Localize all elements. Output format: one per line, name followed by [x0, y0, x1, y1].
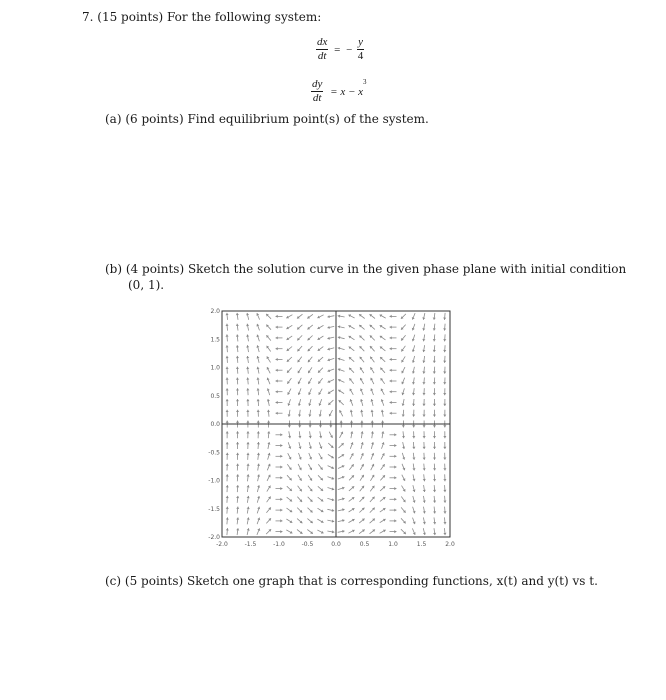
- field-arrowhead: [433, 425, 436, 427]
- field-arrowhead: [327, 337, 330, 340]
- field-arrowhead: [226, 528, 229, 530]
- field-arrowhead: [298, 436, 301, 438]
- field-arrowhead: [236, 410, 239, 412]
- field-arrowhead: [327, 326, 330, 329]
- field-arrowhead: [309, 436, 312, 438]
- field-arrowhead: [236, 517, 239, 519]
- field-arrowhead: [332, 520, 334, 523]
- field-arrowhead: [246, 345, 249, 347]
- field-arrowhead: [257, 388, 260, 390]
- field-arrowhead: [276, 347, 278, 350]
- field-arrowhead: [257, 378, 260, 380]
- field-arrowhead: [226, 334, 229, 336]
- field-arrowhead: [423, 500, 426, 502]
- x-tick-label: 1.0: [388, 541, 398, 548]
- field-arrowhead: [288, 414, 291, 417]
- exponent: 3: [363, 78, 367, 87]
- field-arrowhead: [443, 501, 446, 503]
- field-arrowhead: [267, 421, 270, 423]
- field-arrowhead: [394, 498, 396, 501]
- field-arrowhead: [338, 336, 341, 339]
- x-tick-label: -1.5: [244, 541, 257, 548]
- y-tick-labels: [208, 308, 220, 541]
- field-arrowhead: [280, 466, 282, 469]
- field-arrowhead: [390, 412, 392, 415]
- field-arrowhead: [423, 415, 426, 417]
- field-arrowhead: [433, 533, 436, 535]
- field-arrowhead: [309, 425, 312, 427]
- phase-plane-plot: [205, 307, 455, 552]
- field-arrowhead: [226, 388, 229, 390]
- field-arrowhead: [276, 401, 278, 404]
- problem-heading: [82, 10, 321, 24]
- field-arrowhead: [433, 318, 436, 320]
- field-arrowhead: [433, 404, 436, 406]
- field-arrowhead: [288, 425, 291, 427]
- part-b: [105, 262, 626, 276]
- field-arrowhead: [412, 404, 415, 406]
- part-c: [105, 574, 598, 588]
- field-arrowhead: [276, 336, 278, 339]
- dx-dt-fraction: $\frac{dx}{dt}$: [317, 36, 328, 62]
- field-arrowhead: [443, 479, 446, 481]
- field-arrowhead: [226, 517, 229, 519]
- field-arrowhead: [236, 421, 239, 423]
- field-arrowhead: [342, 508, 345, 511]
- part-c-text: (5 points) Sketch one graph that is corresponding functions, x(t) and y(t) vs t.: [124, 574, 598, 588]
- field-arrowhead: [226, 507, 229, 509]
- y-tick-label: 2.0: [210, 308, 220, 315]
- field-arrowhead: [246, 410, 249, 412]
- field-arrowhead: [433, 393, 436, 395]
- field-arrowhead: [329, 425, 332, 427]
- part-a: [105, 112, 429, 126]
- field-arrowhead: [422, 361, 425, 363]
- x-tick-label: 1.5: [416, 541, 427, 548]
- field-arrowhead: [236, 464, 239, 466]
- field-arrowhead: [443, 511, 446, 513]
- part-a-label: (a): [105, 112, 122, 126]
- field-arrowhead: [332, 509, 335, 512]
- field-arrowhead: [246, 421, 249, 423]
- field-arrowhead: [422, 317, 425, 320]
- field-arrowhead: [280, 487, 282, 490]
- field-arrowhead: [381, 431, 384, 434]
- y-over-4-fraction: $\frac{y}{4}$: [357, 36, 364, 62]
- field-arrowhead: [394, 455, 396, 458]
- field-arrowhead: [390, 401, 392, 404]
- field-arrowhead: [226, 442, 229, 444]
- field-arrowhead: [226, 345, 229, 347]
- field-arrowhead: [433, 328, 436, 330]
- field-arrowhead: [226, 421, 229, 423]
- field-arrowhead: [371, 421, 374, 423]
- field-arrowhead: [433, 511, 436, 513]
- field-arrowhead: [226, 453, 229, 455]
- field-arrowhead: [257, 356, 260, 359]
- field-arrowhead: [257, 453, 260, 455]
- field-arrowhead: [390, 336, 392, 339]
- field-arrowhead: [423, 533, 426, 535]
- x-tick-label: -0.5: [301, 541, 314, 548]
- field-arrowhead: [226, 431, 229, 433]
- field-arrowhead: [298, 425, 301, 427]
- field-arrowhead: [226, 485, 229, 487]
- field-arrowhead: [246, 378, 249, 380]
- field-arrowhead: [236, 485, 239, 487]
- field-arrowhead: [433, 415, 436, 417]
- field-arrowhead: [443, 447, 446, 449]
- field-arrowhead: [236, 442, 239, 444]
- field-arrowhead: [412, 415, 415, 417]
- field-arrowhead: [276, 315, 278, 318]
- field-arrowhead: [257, 410, 260, 412]
- field-arrowhead: [423, 393, 426, 395]
- field-arrowhead: [280, 509, 282, 512]
- field-arrowhead: [236, 313, 239, 315]
- field-arrowhead: [402, 447, 405, 450]
- x-tick-label: 0.0: [331, 541, 341, 548]
- field-arrowhead: [433, 447, 436, 449]
- x-tick-label: -2.0: [216, 541, 228, 548]
- field-arrowhead: [443, 436, 446, 438]
- field-arrowhead: [394, 509, 396, 512]
- field-arrowhead: [246, 388, 249, 390]
- field-arrowhead: [226, 356, 229, 358]
- field-arrowhead: [236, 431, 239, 433]
- field-arrowhead: [280, 530, 282, 533]
- problem-title: (15 points) For the following system:: [97, 10, 322, 24]
- field-arrowhead: [412, 371, 415, 373]
- y-tick-label: 1.5: [210, 336, 220, 344]
- field-arrowhead: [412, 425, 415, 427]
- field-arrowhead: [226, 313, 229, 315]
- field-arrowhead: [267, 399, 270, 402]
- field-arrowhead: [236, 367, 239, 369]
- field-arrowhead: [276, 369, 278, 372]
- field-arrowhead: [433, 479, 436, 481]
- field-arrowhead: [247, 474, 250, 476]
- field-arrowhead: [443, 350, 446, 352]
- field-arrowhead: [402, 436, 405, 438]
- field-arrowhead: [226, 464, 229, 466]
- field-arrowhead: [360, 410, 363, 412]
- field-arrowhead: [412, 393, 415, 395]
- field-arrowhead: [412, 447, 415, 449]
- field-arrowhead: [342, 519, 345, 522]
- field-arrowhead: [422, 339, 425, 341]
- field-arrowhead: [402, 414, 405, 416]
- field-arrowhead: [298, 414, 301, 416]
- field-arrowhead: [360, 421, 363, 423]
- part-c-label: (c): [105, 574, 122, 588]
- field-arrowhead: [236, 324, 239, 326]
- y-tick-label: -2.0: [208, 534, 220, 541]
- dy-dt-fraction: $\frac{dy}{dt}$: [312, 78, 323, 104]
- field-arrowhead: [413, 490, 416, 493]
- field-arrowhead: [257, 474, 260, 476]
- field-arrowhead: [443, 522, 446, 524]
- field-arrowhead: [236, 334, 239, 336]
- field-arrowhead: [246, 399, 249, 401]
- part-b-text: (4 points) Sketch the solution curve in the given phase plane with initial condition: [125, 262, 627, 276]
- field-arrowhead: [226, 324, 229, 326]
- field-arrowhead: [433, 371, 436, 373]
- field-arrowhead: [226, 410, 229, 412]
- field-arrowhead: [246, 431, 249, 433]
- y-tick-label: -0.5: [208, 449, 220, 457]
- field-arrowhead: [390, 358, 392, 361]
- field-arrowhead: [390, 379, 392, 382]
- field-arrowhead: [443, 361, 446, 363]
- field-arrowhead: [433, 458, 436, 460]
- field-arrowhead: [308, 414, 311, 416]
- dy-dt-rhs: = x − x: [330, 85, 364, 98]
- field-arrowhead: [276, 390, 278, 393]
- field-arrowhead: [340, 421, 343, 423]
- field-arrowhead: [280, 455, 282, 458]
- field-arrowhead: [247, 507, 250, 509]
- field-arrowhead: [394, 530, 396, 533]
- field-arrowhead: [433, 468, 436, 470]
- y-tick-label: 0.5: [210, 392, 220, 400]
- field-arrowhead: [443, 382, 446, 384]
- field-arrowhead: [422, 382, 425, 384]
- field-arrowhead: [423, 479, 426, 481]
- field-arrowhead: [236, 474, 239, 476]
- field-arrowhead: [443, 339, 446, 341]
- field-arrowhead: [246, 367, 249, 369]
- field-arrowhead: [412, 457, 415, 459]
- equation-dy-dt: [311, 78, 367, 105]
- field-arrowhead: [423, 436, 426, 438]
- x-tick-labels: [216, 541, 455, 548]
- field-arrowhead: [433, 361, 436, 363]
- y-tick-label: 0.0: [210, 421, 220, 428]
- field-arrowhead: [390, 347, 392, 350]
- field-arrowhead: [280, 519, 282, 522]
- field-arrowhead: [443, 328, 446, 330]
- field-arrowhead: [350, 421, 353, 423]
- field-arrowhead: [257, 464, 260, 466]
- field-arrowhead: [394, 433, 396, 436]
- field-arrowhead: [236, 356, 239, 358]
- field-arrowhead: [247, 453, 250, 455]
- field-arrowhead: [390, 315, 392, 318]
- field-arrowhead: [236, 496, 239, 498]
- field-arrowhead: [236, 378, 239, 380]
- field-arrowhead: [267, 410, 270, 412]
- field-arrowhead: [423, 458, 426, 460]
- field-arrowhead: [381, 421, 384, 423]
- field-arrowhead: [443, 415, 446, 417]
- field-arrowhead: [443, 458, 446, 460]
- field-arrowhead: [257, 399, 260, 401]
- field-arrowhead: [276, 326, 278, 329]
- field-arrowhead: [236, 388, 239, 390]
- field-arrowhead: [257, 421, 260, 423]
- field-arrowhead: [236, 399, 239, 401]
- field-arrowhead: [247, 528, 250, 531]
- field-arrowhead: [423, 468, 426, 470]
- field-arrowhead: [443, 404, 446, 406]
- field-arrowhead: [236, 507, 239, 509]
- field-arrowhead: [394, 444, 396, 447]
- y-tick-label: -1.0: [208, 477, 220, 485]
- field-arrowhead: [276, 379, 278, 382]
- field-arrowhead: [433, 350, 436, 352]
- field-arrowhead: [280, 444, 282, 447]
- field-arrowhead: [246, 313, 249, 315]
- field-arrowhead: [433, 436, 436, 438]
- field-arrowhead: [433, 501, 436, 503]
- part-b-initial-condition: (0, 1).: [128, 278, 165, 292]
- field-arrowhead: [433, 522, 436, 524]
- field-arrowhead: [443, 393, 446, 395]
- field-arrowhead: [361, 431, 364, 433]
- field-arrowhead: [394, 519, 396, 522]
- field-arrowhead: [394, 487, 396, 490]
- field-arrowhead: [412, 382, 415, 384]
- field-arrowhead: [226, 399, 229, 401]
- field-arrowhead: [443, 533, 446, 535]
- field-arrowhead: [443, 318, 446, 320]
- field-arrowhead: [412, 468, 415, 470]
- field-arrowhead: [247, 464, 250, 466]
- field-arrowhead: [319, 425, 322, 427]
- field-arrowhead: [423, 425, 426, 427]
- field-arrowhead: [280, 433, 282, 436]
- field-arrowhead: [267, 431, 270, 433]
- field-arrowhead: [246, 442, 249, 444]
- x-tick-label: -1.0: [273, 541, 285, 548]
- field-arrowhead: [371, 431, 374, 433]
- field-arrowhead: [236, 453, 239, 455]
- x-tick-label: 2.0: [445, 541, 455, 548]
- part-b-label: (b): [105, 262, 123, 276]
- field-arrowhead: [280, 476, 282, 479]
- field-arrowhead: [247, 485, 250, 487]
- y-tick-label: 1.0: [210, 364, 220, 372]
- x-tick-label: 0.5: [359, 541, 370, 548]
- field-arrowhead: [433, 339, 436, 341]
- field-arrowhead: [236, 345, 239, 347]
- field-arrowhead: [257, 431, 260, 433]
- field-arrowhead: [390, 369, 392, 372]
- field-arrowhead: [443, 490, 446, 492]
- field-arrowhead: [422, 371, 425, 373]
- y-tick-label: -1.5: [208, 505, 220, 513]
- problem-number: 7.: [82, 10, 94, 24]
- equation-dx-dt: $\frac{dx}{dt}$ = − $\frac{y}{4}$: [317, 36, 364, 62]
- part-a-text: (6 points) Find equilibrium point(s) of the system.: [125, 112, 429, 126]
- field-arrowhead: [390, 390, 392, 393]
- field-arrowhead: [412, 436, 415, 438]
- field-arrowhead: [226, 474, 229, 476]
- field-arrowhead: [394, 476, 396, 479]
- field-arrowhead: [394, 466, 396, 469]
- field-arrowhead: [257, 442, 260, 444]
- field-arrowhead: [423, 404, 426, 406]
- field-arrowhead: [226, 367, 229, 369]
- field-arrowhead: [276, 412, 278, 415]
- field-arrowhead: [443, 371, 446, 373]
- field-arrowhead: [433, 382, 436, 384]
- field-arrowhead: [443, 425, 446, 427]
- field-arrowhead: [371, 410, 374, 412]
- field-arrowhead: [276, 358, 278, 361]
- field-arrowhead: [226, 378, 229, 380]
- field-arrowhead: [236, 528, 239, 530]
- field-arrowhead: [338, 325, 340, 328]
- field-arrowhead: [402, 425, 405, 427]
- field-arrowhead: [226, 496, 229, 498]
- field-arrowhead: [433, 490, 436, 492]
- field-arrowhead: [390, 326, 392, 329]
- field-arrowhead: [280, 498, 282, 501]
- field-arrowhead: [443, 468, 446, 470]
- field-arrowhead: [423, 447, 426, 449]
